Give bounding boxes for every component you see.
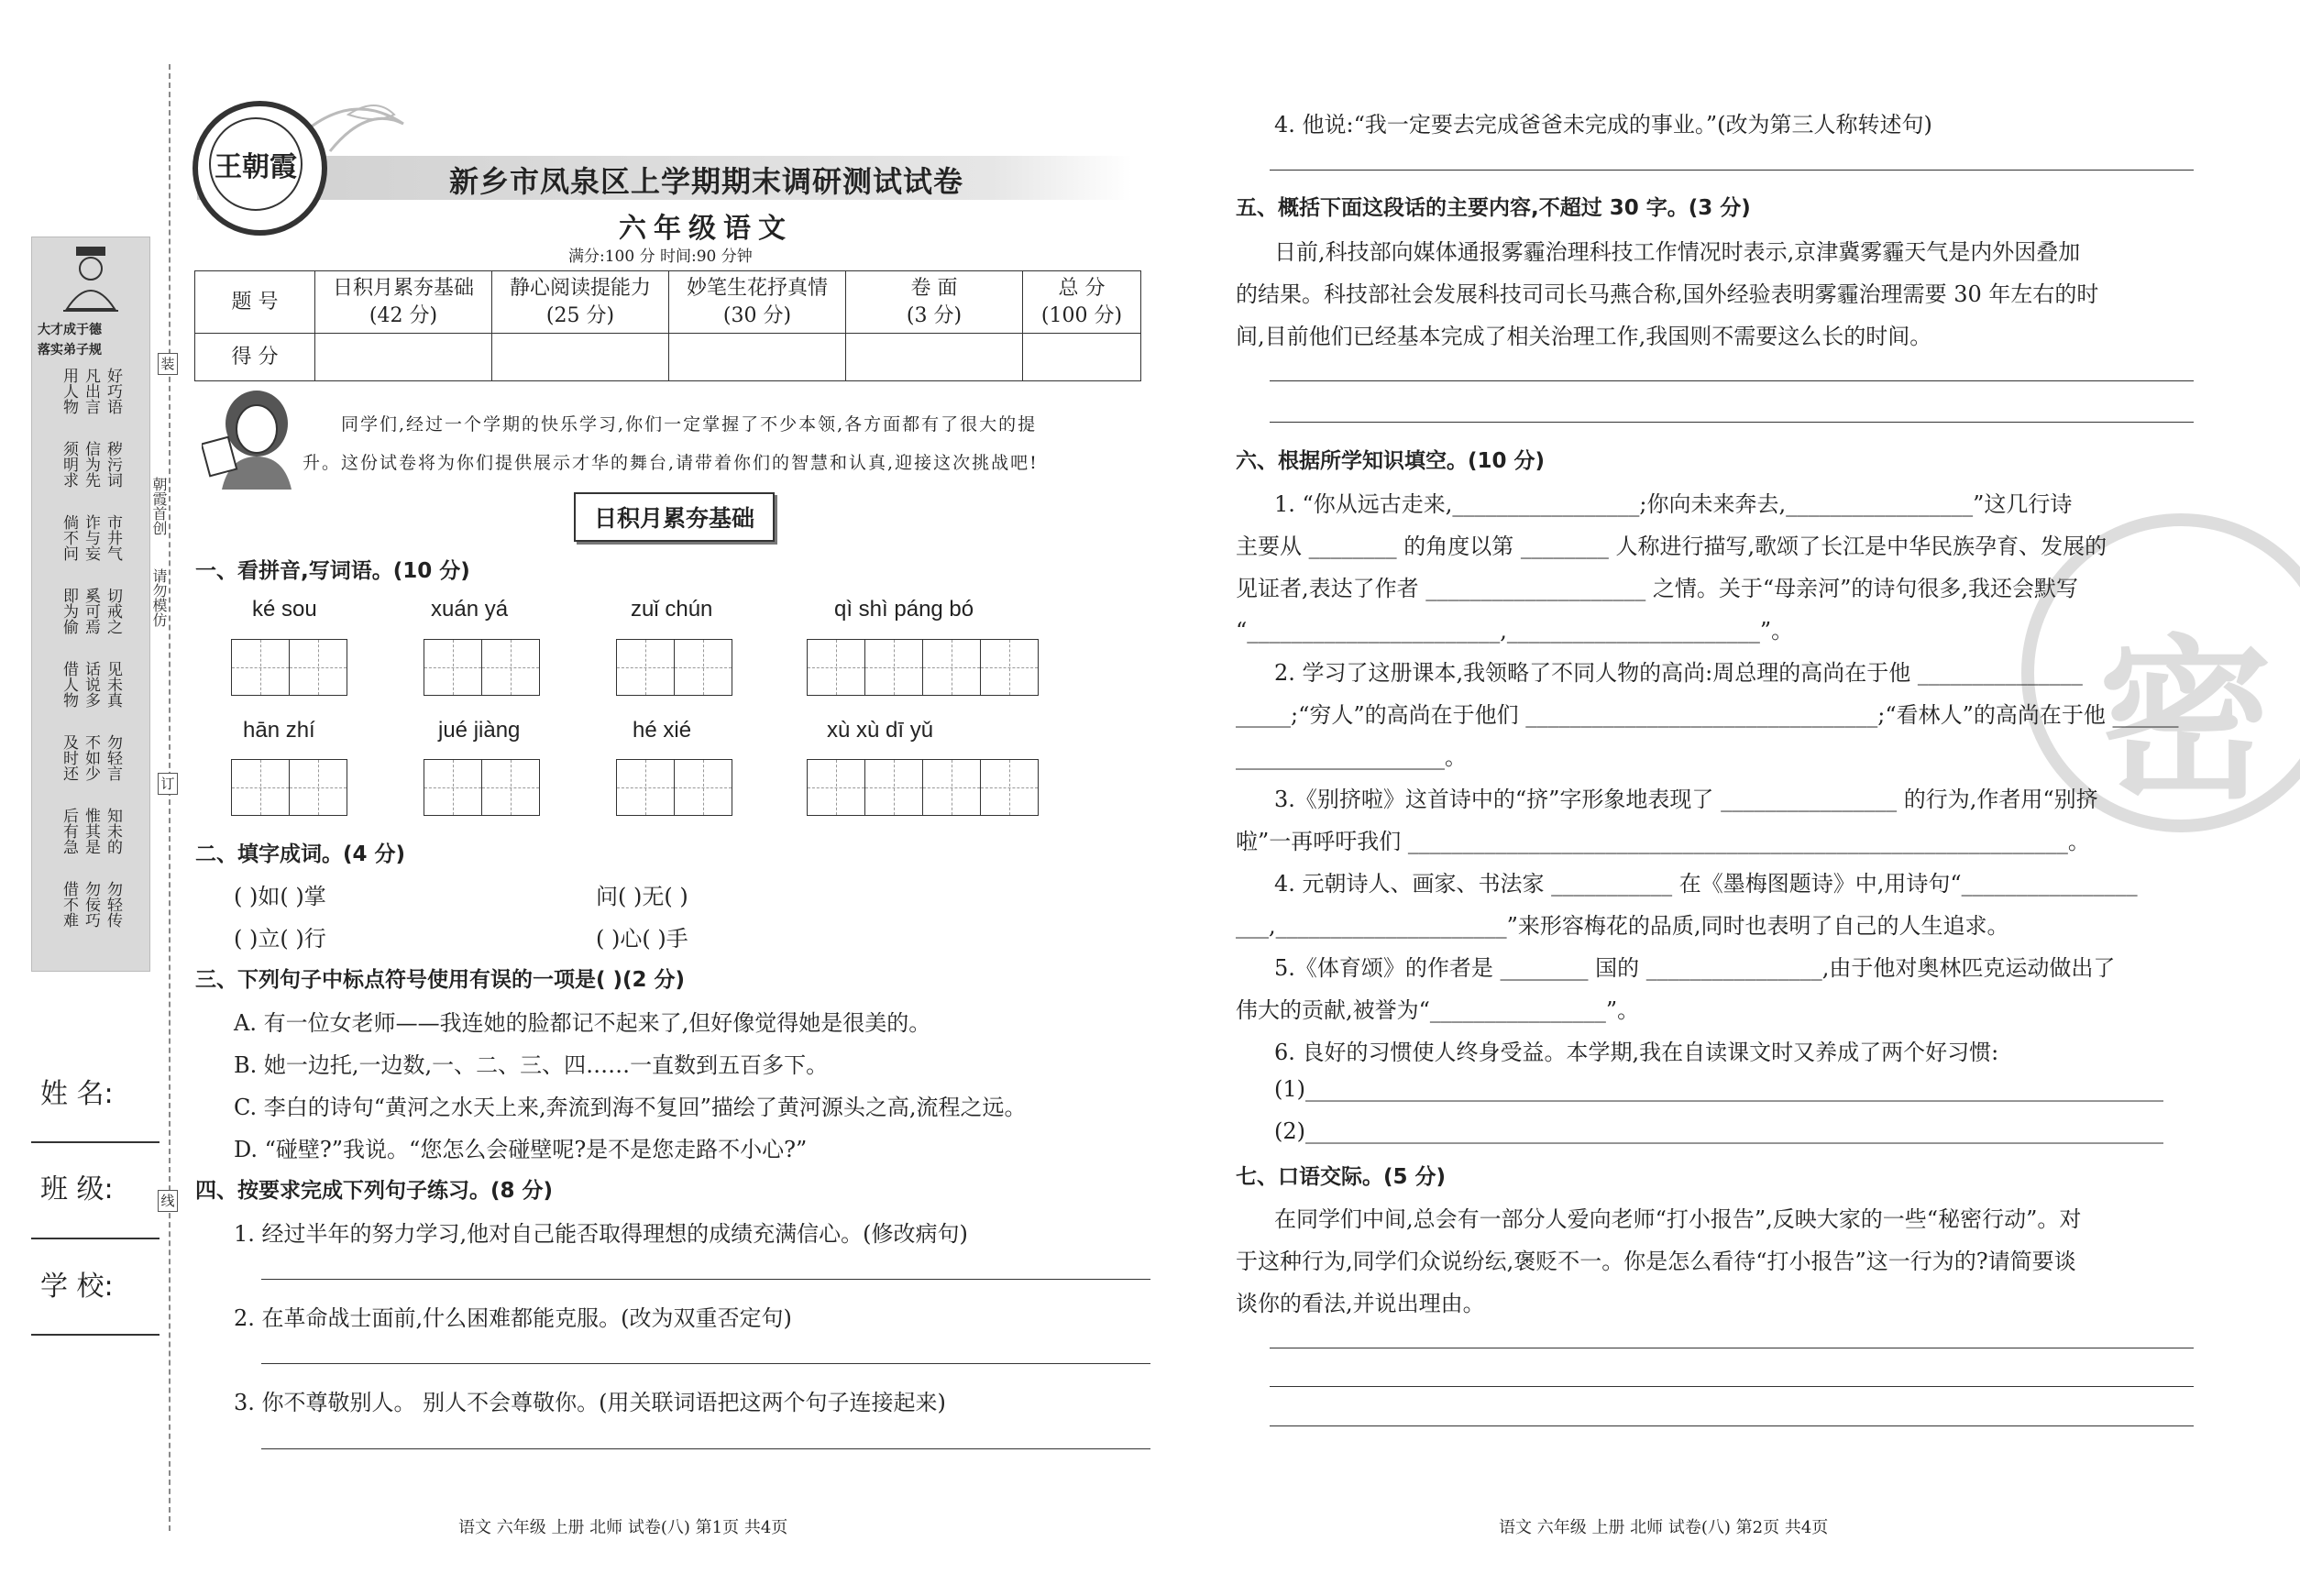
scholar-figure-icon bbox=[60, 245, 122, 316]
q3-option[interactable]: A. 有一位女老师——我连她的脸都记不起来了,但好像觉得她是很美的。 bbox=[234, 1010, 931, 1036]
answer-line[interactable] bbox=[261, 1279, 1150, 1280]
q7-title: 七、口语交际。(5 分) bbox=[1236, 1165, 1447, 1189]
q7-text-line: 在同学们中间,总会有一部分人爱向老师“打小报告”,反映大家的一些“秘密行动”。对 bbox=[1274, 1206, 2082, 1232]
score-input-cell[interactable] bbox=[669, 334, 846, 381]
motto-column: 后有急 bbox=[60, 808, 78, 854]
score-input-cell[interactable] bbox=[315, 334, 492, 381]
score-cell-header: 妙笔生花抒真情 (30 分) bbox=[669, 271, 846, 334]
score-table-score-row bbox=[195, 334, 1141, 381]
q1-pinyin: zuǐ chún bbox=[631, 597, 713, 622]
motto-column: 借不难 bbox=[60, 881, 78, 928]
q6-text-line[interactable]: _____;“穷人”的高尚在于他们 ________________________________;“看林人”的高尚在于他 ______ bbox=[1236, 702, 2179, 728]
vertical-note-1: 朝霞首创 bbox=[150, 477, 168, 535]
score-cell-label: 题 号 bbox=[195, 271, 315, 334]
motto-column: 好巧语 bbox=[104, 368, 122, 414]
logo-text: 王朝霞 bbox=[209, 117, 303, 211]
q4-item: 1. 经过半年的努力学习,他对自己能否取得理想的成绩充满信心。(修改病句) bbox=[234, 1221, 968, 1247]
intro-line-1: 同学们,经过一个学期的快乐学习,你们一定掌握了不少本领,各方面都有了很大的提 bbox=[341, 414, 1038, 435]
motto-column: 倘不问 bbox=[60, 514, 78, 561]
motto-column: 话说多 bbox=[82, 661, 100, 708]
score-input-cell[interactable] bbox=[846, 334, 1023, 381]
q1-writing-grid[interactable] bbox=[807, 759, 1039, 816]
motto-column: 勿佞巧 bbox=[82, 881, 100, 928]
q1-writing-grid[interactable] bbox=[424, 759, 540, 816]
q5-text-line: 的结果。科技部社会发展科技司司长马燕合称,国外经验表明雾霾治理需要 30 年左右的时 bbox=[1236, 281, 2099, 307]
cut-line-mark-1: 装 bbox=[158, 353, 178, 375]
motto-column: 勿轻传 bbox=[104, 881, 122, 928]
motto-column: 奚可焉 bbox=[82, 588, 100, 634]
stamp-char: 密 bbox=[2098, 618, 2273, 822]
motto-column: 凡出言 bbox=[82, 368, 100, 414]
q6-text-line[interactable]: 2. 学习了这册课本,我领略了不同人物的高尚:周总理的高尚在于他 _______________ bbox=[1274, 660, 2083, 686]
score-cell-header: 日积月累夯基础 (42 分) bbox=[315, 271, 492, 334]
section-banner: 日积月累夯基础 bbox=[574, 492, 775, 542]
motto-box bbox=[31, 237, 150, 972]
q1-title: 一、看拼音,写词语。(10 分) bbox=[195, 559, 470, 583]
q3-option[interactable]: B. 她一边托,一边数,一、二、三、四……一直数到五百多下。 bbox=[234, 1052, 829, 1078]
school-field[interactable] bbox=[31, 1334, 160, 1336]
score-input-cell[interactable] bbox=[492, 334, 669, 381]
q6-text-line[interactable]: 主要从 ________ 的角度以第 ________ 人称进行描写,歌颂了长江是中华民族孕育、发展的 bbox=[1236, 534, 2107, 559]
q5-text-line: 日前,科技部向媒体通报雾霾治理科技工作情况时表示,京津冀雾霾天气是内外因叠加 bbox=[1274, 239, 2081, 265]
q6-text-line[interactable]: 伟大的贡献,被誉为“________________”。 bbox=[1236, 997, 1640, 1023]
q1-writing-grid[interactable] bbox=[231, 639, 347, 696]
q6-text-line[interactable]: (2)______________________________________________________________________________ bbox=[1274, 1118, 2163, 1144]
cut-line-mark-3: 线 bbox=[158, 1190, 178, 1212]
q1-writing-grid[interactable] bbox=[231, 759, 347, 816]
q4-item: 2. 在革命战士面前,什么困难都能克服。(改为双重否定句) bbox=[234, 1305, 792, 1331]
q1-writing-grid[interactable] bbox=[807, 639, 1039, 696]
q2-item[interactable]: ( )立( )行 bbox=[234, 926, 326, 952]
answer-line[interactable] bbox=[1270, 1386, 2194, 1387]
motto-column: 及时还 bbox=[60, 734, 78, 781]
answer-line[interactable] bbox=[1270, 170, 2194, 171]
footer-left: 语文 六年级 上册 北师 试卷(八) 第1页 共4页 bbox=[458, 1518, 788, 1537]
name-label: 姓 名: bbox=[40, 1078, 114, 1110]
q1-pinyin: xuán yá bbox=[431, 597, 509, 622]
answer-line[interactable] bbox=[261, 1448, 1150, 1449]
footer-right: 语文 六年级 上册 北师 试卷(八) 第2页 共4页 bbox=[1499, 1518, 1829, 1537]
q6-text-line[interactable]: 3.《别挤啦》这首诗中的“挤”字形象地表现了 ________________ 的行为,作者用“别挤 bbox=[1274, 787, 2098, 812]
class-label: 班 级: bbox=[40, 1173, 114, 1205]
q6-text-line[interactable]: 1. “你从远古走来,_________________;你向未来奔去,_________________”这几行诗 bbox=[1274, 491, 2073, 517]
motto-column: 知未的 bbox=[104, 808, 122, 854]
motto-column: 即为偷 bbox=[60, 588, 78, 634]
q2-item[interactable]: ( )心( )手 bbox=[596, 926, 688, 952]
q1-pinyin: hān zhí bbox=[243, 718, 315, 743]
q7-text-line: 谈你的看法,并说出理由。 bbox=[1236, 1291, 1485, 1316]
q6-text-line[interactable]: (1)______________________________________________________________________________ bbox=[1274, 1076, 2163, 1102]
q1-pinyin: ké sou bbox=[252, 597, 317, 622]
score-cell-header: 总 分 (100 分) bbox=[1023, 271, 1141, 334]
answer-line[interactable] bbox=[1270, 380, 2194, 381]
q2-item[interactable]: ( )如( )掌 bbox=[234, 884, 326, 909]
q4-title: 四、按要求完成下列句子练习。(8 分) bbox=[195, 1179, 554, 1203]
answer-line[interactable] bbox=[261, 1363, 1150, 1364]
motto-column: 用人物 bbox=[60, 368, 78, 414]
score-table-header-row bbox=[195, 271, 1141, 334]
cut-dashed-line bbox=[169, 64, 171, 1531]
q5-title: 五、概括下面这段话的主要内容,不超过 30 字。(3 分) bbox=[1236, 196, 1751, 220]
motto-column: 诈与妄 bbox=[82, 514, 100, 561]
brand-logo bbox=[193, 101, 327, 236]
motto-column: 借人物 bbox=[60, 661, 78, 708]
q3-title: 三、下列句子中标点符号使用有误的一项是( )(2 分) bbox=[195, 968, 686, 992]
school-label: 学 校: bbox=[40, 1271, 114, 1303]
q1-writing-grid[interactable] bbox=[616, 759, 732, 816]
q4-item: 3. 你不尊敬别人。 别人不会尊敬你。(用关联词语把这两个句子连接起来) bbox=[234, 1390, 946, 1415]
left-margin-strip bbox=[0, 0, 170, 1596]
q5-text-line: 间,目前他们已经基本完成了相关治理工作,我国则不需要这么长的时间。 bbox=[1236, 324, 1932, 349]
motto-column: 秽污词 bbox=[104, 441, 122, 488]
motto-column: 信为先 bbox=[82, 441, 100, 488]
q6-text-line[interactable]: 6. 良好的习惯使人终身受益。本学期,我在自读课文时又养成了两个好习惯: bbox=[1274, 1040, 1999, 1065]
q2-item[interactable]: 问( )无( ) bbox=[596, 884, 688, 909]
q6-title: 六、根据所学知识填空。(10 分) bbox=[1236, 449, 1546, 473]
q2-title: 二、填字成词。(4 分) bbox=[195, 842, 406, 866]
q6-text-line[interactable]: 5.《体育颂》的作者是 ________ 国的 ________________,由于他对奥林匹克运动做出了 bbox=[1274, 955, 2116, 981]
score-cell-header: 静心阅读提能力 (25 分) bbox=[492, 271, 669, 334]
motto-heading-2: 落实弟子规 bbox=[38, 343, 102, 358]
grade-subject-title: 六年级语文 bbox=[619, 213, 793, 245]
q1-writing-grid[interactable] bbox=[616, 639, 732, 696]
score-cell-header: 卷 面 (3 分) bbox=[846, 271, 1023, 334]
answer-line[interactable] bbox=[1270, 1425, 2194, 1426]
teacher-illustration-icon bbox=[202, 387, 303, 490]
q3-option[interactable]: C. 李白的诗句“黄河之水天上来,奔流到海不复回”描绘了黄河源头之高,流程之远。 bbox=[234, 1095, 1027, 1120]
q6-text-line[interactable]: 见证者,表达了作者 ____________________ 之情。关于“母亲河”的诗句很多,我还会默写 bbox=[1236, 576, 2079, 601]
cut-line-mark-2: 订 bbox=[158, 773, 178, 795]
motto-column: 惟其是 bbox=[82, 808, 100, 854]
intro-line-2: 升。这份试卷将为你们提供展示才华的舞台,请带着你们的智慧和认真,迎接这次挑战吧! bbox=[303, 453, 1039, 473]
name-field[interactable] bbox=[31, 1141, 160, 1143]
score-row-label: 得 分 bbox=[195, 334, 315, 381]
vertical-note-2: 请勿模仿 bbox=[150, 568, 168, 627]
q6-text-line[interactable]: 啦”一再呼吁我们 ____________________________________________________________。 bbox=[1236, 829, 2090, 854]
motto-column: 勿轻言 bbox=[104, 734, 122, 781]
motto-column: 不如少 bbox=[82, 734, 100, 781]
q3-option[interactable]: D. “碰壁?”我说。“您怎么会碰壁呢?是不是您走路不小心?” bbox=[234, 1137, 808, 1162]
q1-pinyin: hé xié bbox=[633, 718, 692, 743]
q6-text-line[interactable]: 4. 元朝诗人、画家、书法家 ___________ 在《墨梅图题诗》中,用诗句“________________ bbox=[1274, 871, 2138, 897]
exam-main-title: 新乡市凤泉区上学期期末调研测试试卷 bbox=[449, 164, 964, 199]
q1-writing-grid[interactable] bbox=[424, 639, 540, 696]
motto-column: 须明求 bbox=[60, 441, 78, 488]
score-input-cell[interactable] bbox=[1023, 334, 1141, 381]
score-table bbox=[194, 270, 1141, 381]
class-field[interactable] bbox=[31, 1238, 160, 1239]
q1-pinyin: xù xù dī yǔ bbox=[827, 718, 934, 743]
motto-heading-1: 大才成于德 bbox=[38, 323, 102, 337]
q4-item: 4. 他说:“我一定要去完成爸爸未完成的事业。”(改为第三人称转述句) bbox=[1274, 112, 1932, 138]
motto-column: 市井气 bbox=[104, 514, 122, 561]
q6-text-line[interactable]: ___,_____________________”来形容梅花的品质,同时也表明了自己的人生追求。 bbox=[1236, 913, 2009, 939]
q1-pinyin: jué jiàng bbox=[438, 718, 521, 743]
q6-text-line[interactable]: “_______________________,_______________________”。 bbox=[1236, 618, 1794, 644]
motto-column: 见未真 bbox=[104, 661, 122, 708]
motto-column: 切戒之 bbox=[104, 588, 122, 634]
exam-info: 满分:100 分 时间:90 分钟 bbox=[568, 248, 753, 266]
q7-text-line: 于这种行为,同学们众说纷纭,褒贬不一。你是怎么看待“打小报告”这一行为的?请简要谈 bbox=[1236, 1249, 2076, 1274]
q6-text-line[interactable]: ___________________。 bbox=[1236, 744, 1467, 770]
q1-pinyin: qì shì páng bó bbox=[834, 597, 974, 622]
answer-line[interactable] bbox=[1270, 422, 2194, 423]
